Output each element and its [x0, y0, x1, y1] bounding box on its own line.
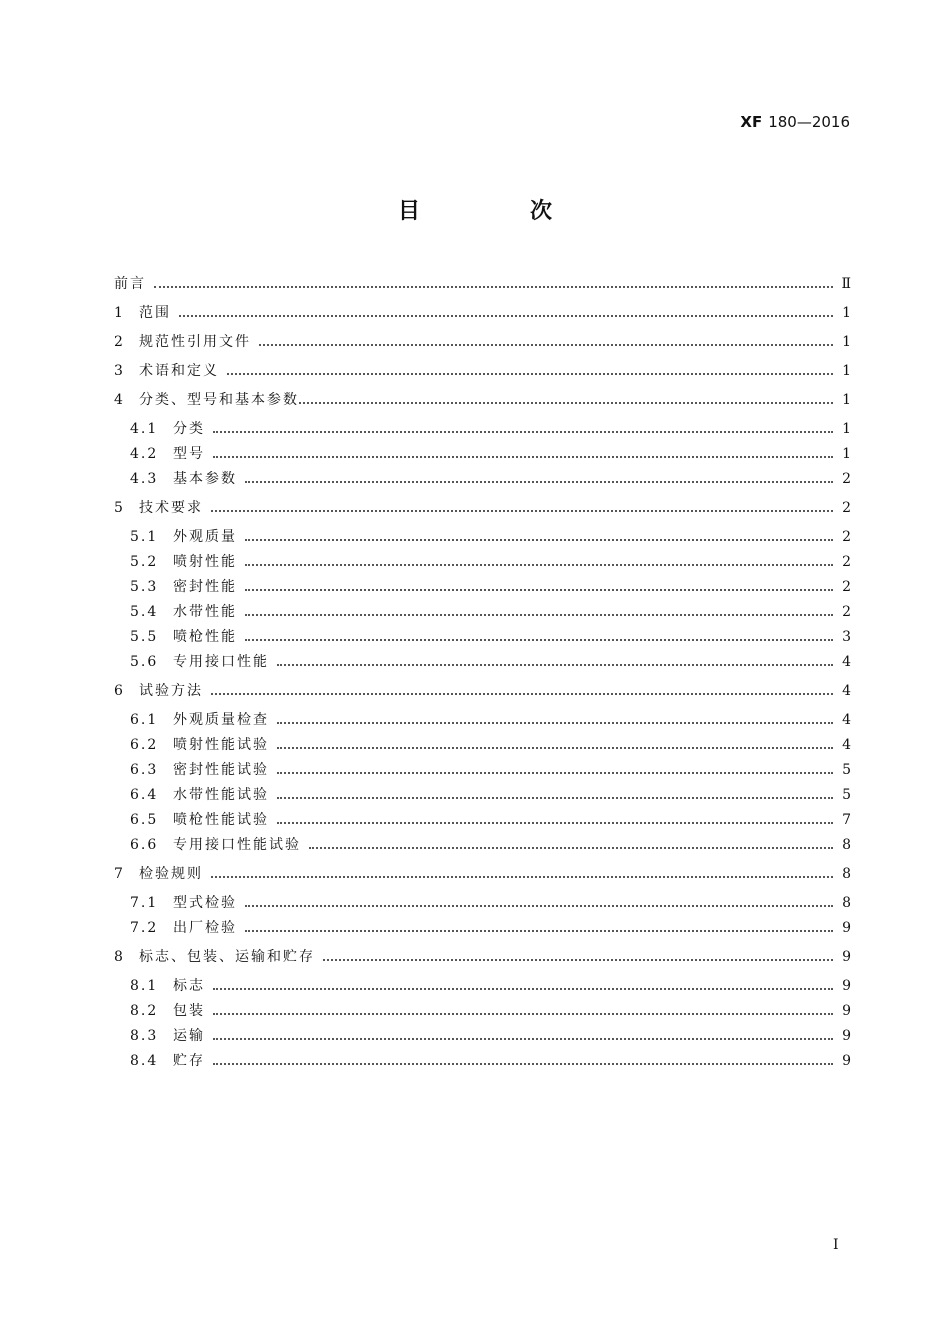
- toc-dot-leader: [309, 847, 833, 849]
- toc-entry-page: 9: [842, 1053, 851, 1069]
- toc-entry-number: 8.3: [130, 1028, 159, 1044]
- toc-entry-page: 9: [842, 920, 851, 936]
- toc-entry-page: 9: [842, 978, 851, 994]
- toc-dot-leader: [213, 431, 833, 433]
- toc-entry[interactable]: [130, 442, 851, 466]
- toc-entry-page: 8: [842, 866, 851, 882]
- toc-dot-leader: [213, 456, 833, 458]
- toc-dot-leader: [299, 402, 833, 404]
- toc-entry-page: 2: [842, 529, 851, 545]
- toc-dot-leader: [245, 564, 833, 566]
- toc-dot-leader: [213, 988, 833, 990]
- toc-entry-page: 2: [842, 579, 851, 595]
- toc-entry-label: 喷射性能: [173, 554, 237, 570]
- toc-entry-page: 7: [842, 812, 851, 828]
- toc-dot-leader: [213, 1013, 833, 1015]
- toc-entry-number: 5: [114, 500, 124, 516]
- toc-entry-number: 6.2: [130, 737, 159, 753]
- toc-entry-label: 贮存: [173, 1053, 205, 1069]
- toc-dot-leader: [245, 481, 833, 483]
- toc-entry[interactable]: [130, 417, 851, 441]
- toc-entry-label: 外观质量检查: [173, 712, 269, 728]
- toc-dot-leader: [277, 797, 833, 799]
- toc-entry[interactable]: [130, 625, 851, 649]
- toc-entry-page: 2: [842, 471, 851, 487]
- toc-entry-page: 9: [842, 949, 851, 965]
- toc-entry-page: 2: [842, 554, 851, 570]
- toc-dot-leader: [211, 876, 833, 878]
- toc-entry-number: 4.2: [130, 446, 159, 462]
- toc-entry[interactable]: [130, 600, 851, 624]
- toc-dot-leader: [277, 747, 833, 749]
- toc-entry-page: 2: [842, 500, 851, 516]
- toc-heading: 目 次: [397, 199, 596, 224]
- toc-entry[interactable]: [130, 999, 851, 1023]
- toc-entry-label: 型式检验: [173, 895, 237, 911]
- toc-entry-label: 规范性引用文件: [139, 334, 251, 350]
- toc-entry[interactable]: [114, 496, 851, 520]
- toc-entry[interactable]: [114, 272, 851, 296]
- toc-entry-label: 水带性能试验: [173, 787, 269, 803]
- toc-entry-number: 6: [114, 683, 124, 699]
- standard-code: [740, 113, 850, 131]
- standard-prefix: XF: [740, 113, 763, 131]
- toc-entry[interactable]: [130, 525, 851, 549]
- toc-entry-label: 前言: [114, 276, 146, 292]
- toc-entry[interactable]: [130, 808, 851, 832]
- toc-entry-label: 喷枪性能试验: [173, 812, 269, 828]
- toc-entry[interactable]: [130, 550, 851, 574]
- toc-entry-label: 密封性能试验: [173, 762, 269, 778]
- toc-dot-leader: [259, 344, 833, 346]
- toc-entry-label: 基本参数: [173, 471, 237, 487]
- toc-entry[interactable]: [130, 891, 851, 915]
- toc-entry-number: 5.2: [130, 554, 159, 570]
- toc-dot-leader: [245, 614, 833, 616]
- toc-entry-label: 型号: [173, 446, 205, 462]
- toc-entry-label: 试验方法: [139, 683, 203, 699]
- toc-dot-leader: [277, 822, 833, 824]
- toc-entry-label: 密封性能: [173, 579, 237, 595]
- toc-entry[interactable]: [130, 575, 851, 599]
- toc-dot-leader: [211, 510, 833, 512]
- toc-entry[interactable]: [130, 758, 851, 782]
- toc-entry[interactable]: [130, 783, 851, 807]
- toc-entry-label: 检验规则: [139, 866, 203, 882]
- toc-entry[interactable]: [114, 301, 851, 325]
- toc-entry-label: 技术要求: [139, 500, 203, 516]
- toc-entry-label: 包装: [173, 1003, 205, 1019]
- toc-entry-number: 7.1: [130, 895, 159, 911]
- toc-entry-number: 5.3: [130, 579, 159, 595]
- toc-dot-leader: [277, 772, 833, 774]
- toc-entry-page: 9: [842, 1003, 851, 1019]
- toc-entry-number: 8: [114, 949, 124, 965]
- toc-dot-leader: [323, 959, 833, 961]
- toc-dot-leader: [245, 589, 833, 591]
- toc-entry-number: 5.5: [130, 629, 159, 645]
- toc-entry-page: 2: [842, 604, 851, 620]
- toc-entry-page: 3: [842, 629, 851, 645]
- toc-entry-page: 8: [842, 837, 851, 853]
- toc-entry-number: 2: [114, 334, 124, 350]
- toc-entry-label: 水带性能: [173, 604, 237, 620]
- toc-entry-number: 5.4: [130, 604, 159, 620]
- toc-entry-page: 9: [842, 1028, 851, 1044]
- toc-entry-page: 1: [842, 305, 851, 321]
- toc-entry-number: 4: [114, 392, 124, 408]
- toc-entry-page: 4: [842, 737, 851, 753]
- toc-entry[interactable]: [114, 330, 851, 354]
- toc-dot-leader: [245, 905, 833, 907]
- toc-entry-number: 6.1: [130, 712, 159, 728]
- toc-entry-number: 8.2: [130, 1003, 159, 1019]
- toc-entry-label: 专用接口性能: [173, 654, 269, 670]
- toc-entry[interactable]: [130, 733, 851, 757]
- toc-entry-number: 6.6: [130, 837, 159, 853]
- toc-dot-leader: [277, 722, 833, 724]
- toc-entry[interactable]: [114, 679, 851, 703]
- toc-entry-page: 4: [842, 654, 851, 670]
- toc-entry-page: 5: [842, 762, 851, 778]
- toc-dot-leader: [211, 693, 833, 695]
- toc-entry-number: 8.4: [130, 1053, 159, 1069]
- toc-entry-label: 分类: [173, 421, 205, 437]
- toc-entry-page: 1: [842, 421, 851, 437]
- toc-entry[interactable]: [114, 862, 851, 886]
- toc-entry-page: 1: [842, 363, 851, 379]
- toc-entry-page: 1: [842, 392, 851, 408]
- toc-entry-page: 8: [842, 895, 851, 911]
- toc-dot-leader: [277, 664, 833, 666]
- toc-entry-number: 4.3: [130, 471, 159, 487]
- toc-entry[interactable]: [130, 467, 851, 491]
- standard-number: 180—2016: [768, 113, 850, 131]
- toc-dot-leader: [179, 315, 833, 317]
- toc-entry-number: 6.5: [130, 812, 159, 828]
- toc-dot-leader: [154, 286, 833, 288]
- toc-entry[interactable]: [130, 974, 851, 998]
- toc-entry-number: 7.2: [130, 920, 159, 936]
- toc-entry-number: 6.4: [130, 787, 159, 803]
- toc-entry-label: 专用接口性能试验: [173, 837, 301, 853]
- toc-dot-leader: [245, 539, 833, 541]
- toc-entry[interactable]: [114, 388, 851, 412]
- toc-entry-label: 运输: [173, 1028, 205, 1044]
- toc-entry-number: 5.1: [130, 529, 159, 545]
- toc-entry-page: 4: [842, 712, 851, 728]
- toc-entry-label: 标志、包装、运输和贮存: [139, 949, 315, 965]
- toc-entry[interactable]: [130, 916, 851, 940]
- toc-dot-leader: [227, 373, 833, 375]
- toc-entry-page: 1: [842, 334, 851, 350]
- toc-entry-page: Ⅱ: [841, 276, 851, 292]
- toc-entry[interactable]: [114, 945, 851, 969]
- toc-entry-label: 外观质量: [173, 529, 237, 545]
- toc-entry-number: 5.6: [130, 654, 159, 670]
- toc-entry[interactable]: [130, 1049, 851, 1073]
- toc-entry[interactable]: [130, 833, 851, 857]
- toc-entry-label: 标志: [173, 978, 205, 994]
- toc-entry-page: 1: [842, 446, 851, 462]
- toc-dot-leader: [213, 1063, 833, 1065]
- toc-entry-label: 喷枪性能: [173, 629, 237, 645]
- toc-entry-number: 4.1: [130, 421, 159, 437]
- toc-entry-number: 8.1: [130, 978, 159, 994]
- toc-entry-number: 7: [114, 866, 124, 882]
- toc-dot-leader: [245, 639, 833, 641]
- toc-dot-leader: [213, 1038, 833, 1040]
- toc-entry[interactable]: [130, 708, 851, 732]
- toc-entry-label: 范围: [139, 305, 171, 321]
- toc-entry-label: 喷射性能试验: [173, 737, 269, 753]
- toc-entry-label: 出厂检验: [173, 920, 237, 936]
- page-folio: Ⅰ: [833, 1237, 839, 1253]
- toc-entry-number: 1: [114, 305, 124, 321]
- toc-entry-page: 4: [842, 683, 851, 699]
- toc-entry-label: 分类、型号和基本参数: [139, 392, 299, 408]
- toc-entry[interactable]: [130, 1024, 851, 1048]
- toc-entry[interactable]: [114, 359, 851, 383]
- toc-entry[interactable]: [130, 650, 851, 674]
- toc-entry-label: 术语和定义: [139, 363, 219, 379]
- toc-entry-page: 5: [842, 787, 851, 803]
- toc-dot-leader: [245, 930, 833, 932]
- toc-entry-number: 6.3: [130, 762, 159, 778]
- toc-entry-number: 3: [114, 363, 124, 379]
